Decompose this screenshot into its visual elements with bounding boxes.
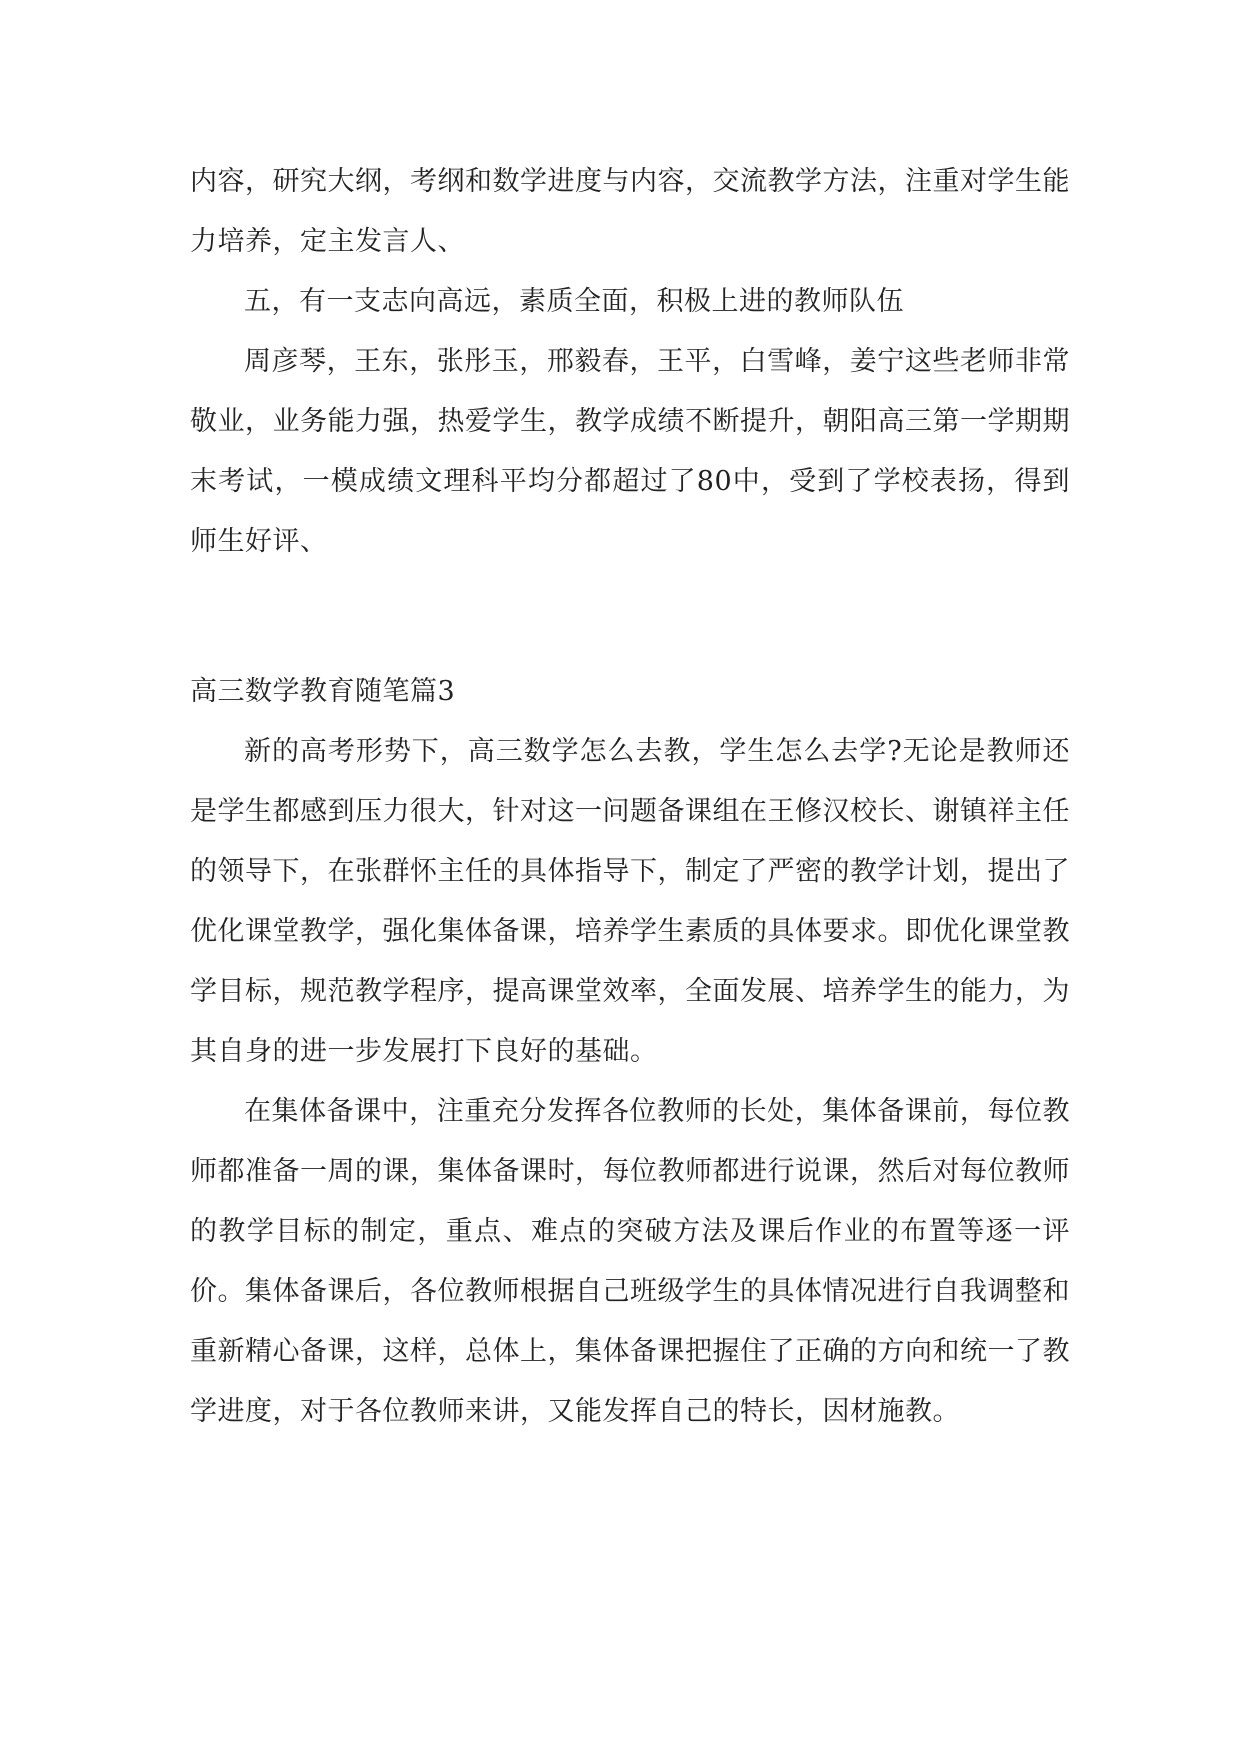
paragraph-collective-prep: 在集体备课中，注重充分发挥各位教师的长处，集体备课前，每位教师都准备一周的课，集体备课时，每位教师都进行说课，然后对每位教师的教学目标的制定，重点、难点的突破方法及课后作业的布置等逐一评价。集体备课后，各位教师根据自己班级学生的具体情况进行自我调整和重新精心备课，这样，总体上，集体备课把握住了正确的方向和统一了教学进度，对于各位教师来讲，又能发挥自己的特长，因材施教。 [190,1096,1070,1427]
article-section [190,662,1070,1442]
paragraph-continued: 内容，研究大纲，考纲和数学进度与内容，交流教学方法，注重对学生能力培养，定主发言人、 [190,166,1070,257]
paragraph-teachers: 周彦琴，王东，张彤玉，邢毅春，王平，白雪峰，姜宁这些老师非常敬业，业务能力强，热爱学生，教学成绩不断提升，朝阳高三第一学期期末考试，一模成绩文理科平均分都超过了80中，受到了学校表扬，得到师生好评、 [190,346,1070,557]
paragraph-point-five: 五，有一支志向高远，素质全面，积极上进的教师队伍 [244,286,904,317]
top-section [190,152,1070,572]
article-title: 高三数学教育随笔篇3 [190,676,456,707]
paragraph-intro: 新的高考形势下，高三数学怎么去教，学生怎么去学?无论是教师还是学生都感到压力很大，针对这一问题备课组在王修汉校长、谢镇祥主任的领导下，在张群怀主任的具体指导下，制定了严密的教学计划，提出了优化课堂教学，强化集体备课，培养学生素质的具体要求。即优化课堂教学目标，规范教学程序，提高课堂效率，全面发展、培养学生的能力，为其自身的进一步发展打下良好的基础。 [190,736,1070,1067]
